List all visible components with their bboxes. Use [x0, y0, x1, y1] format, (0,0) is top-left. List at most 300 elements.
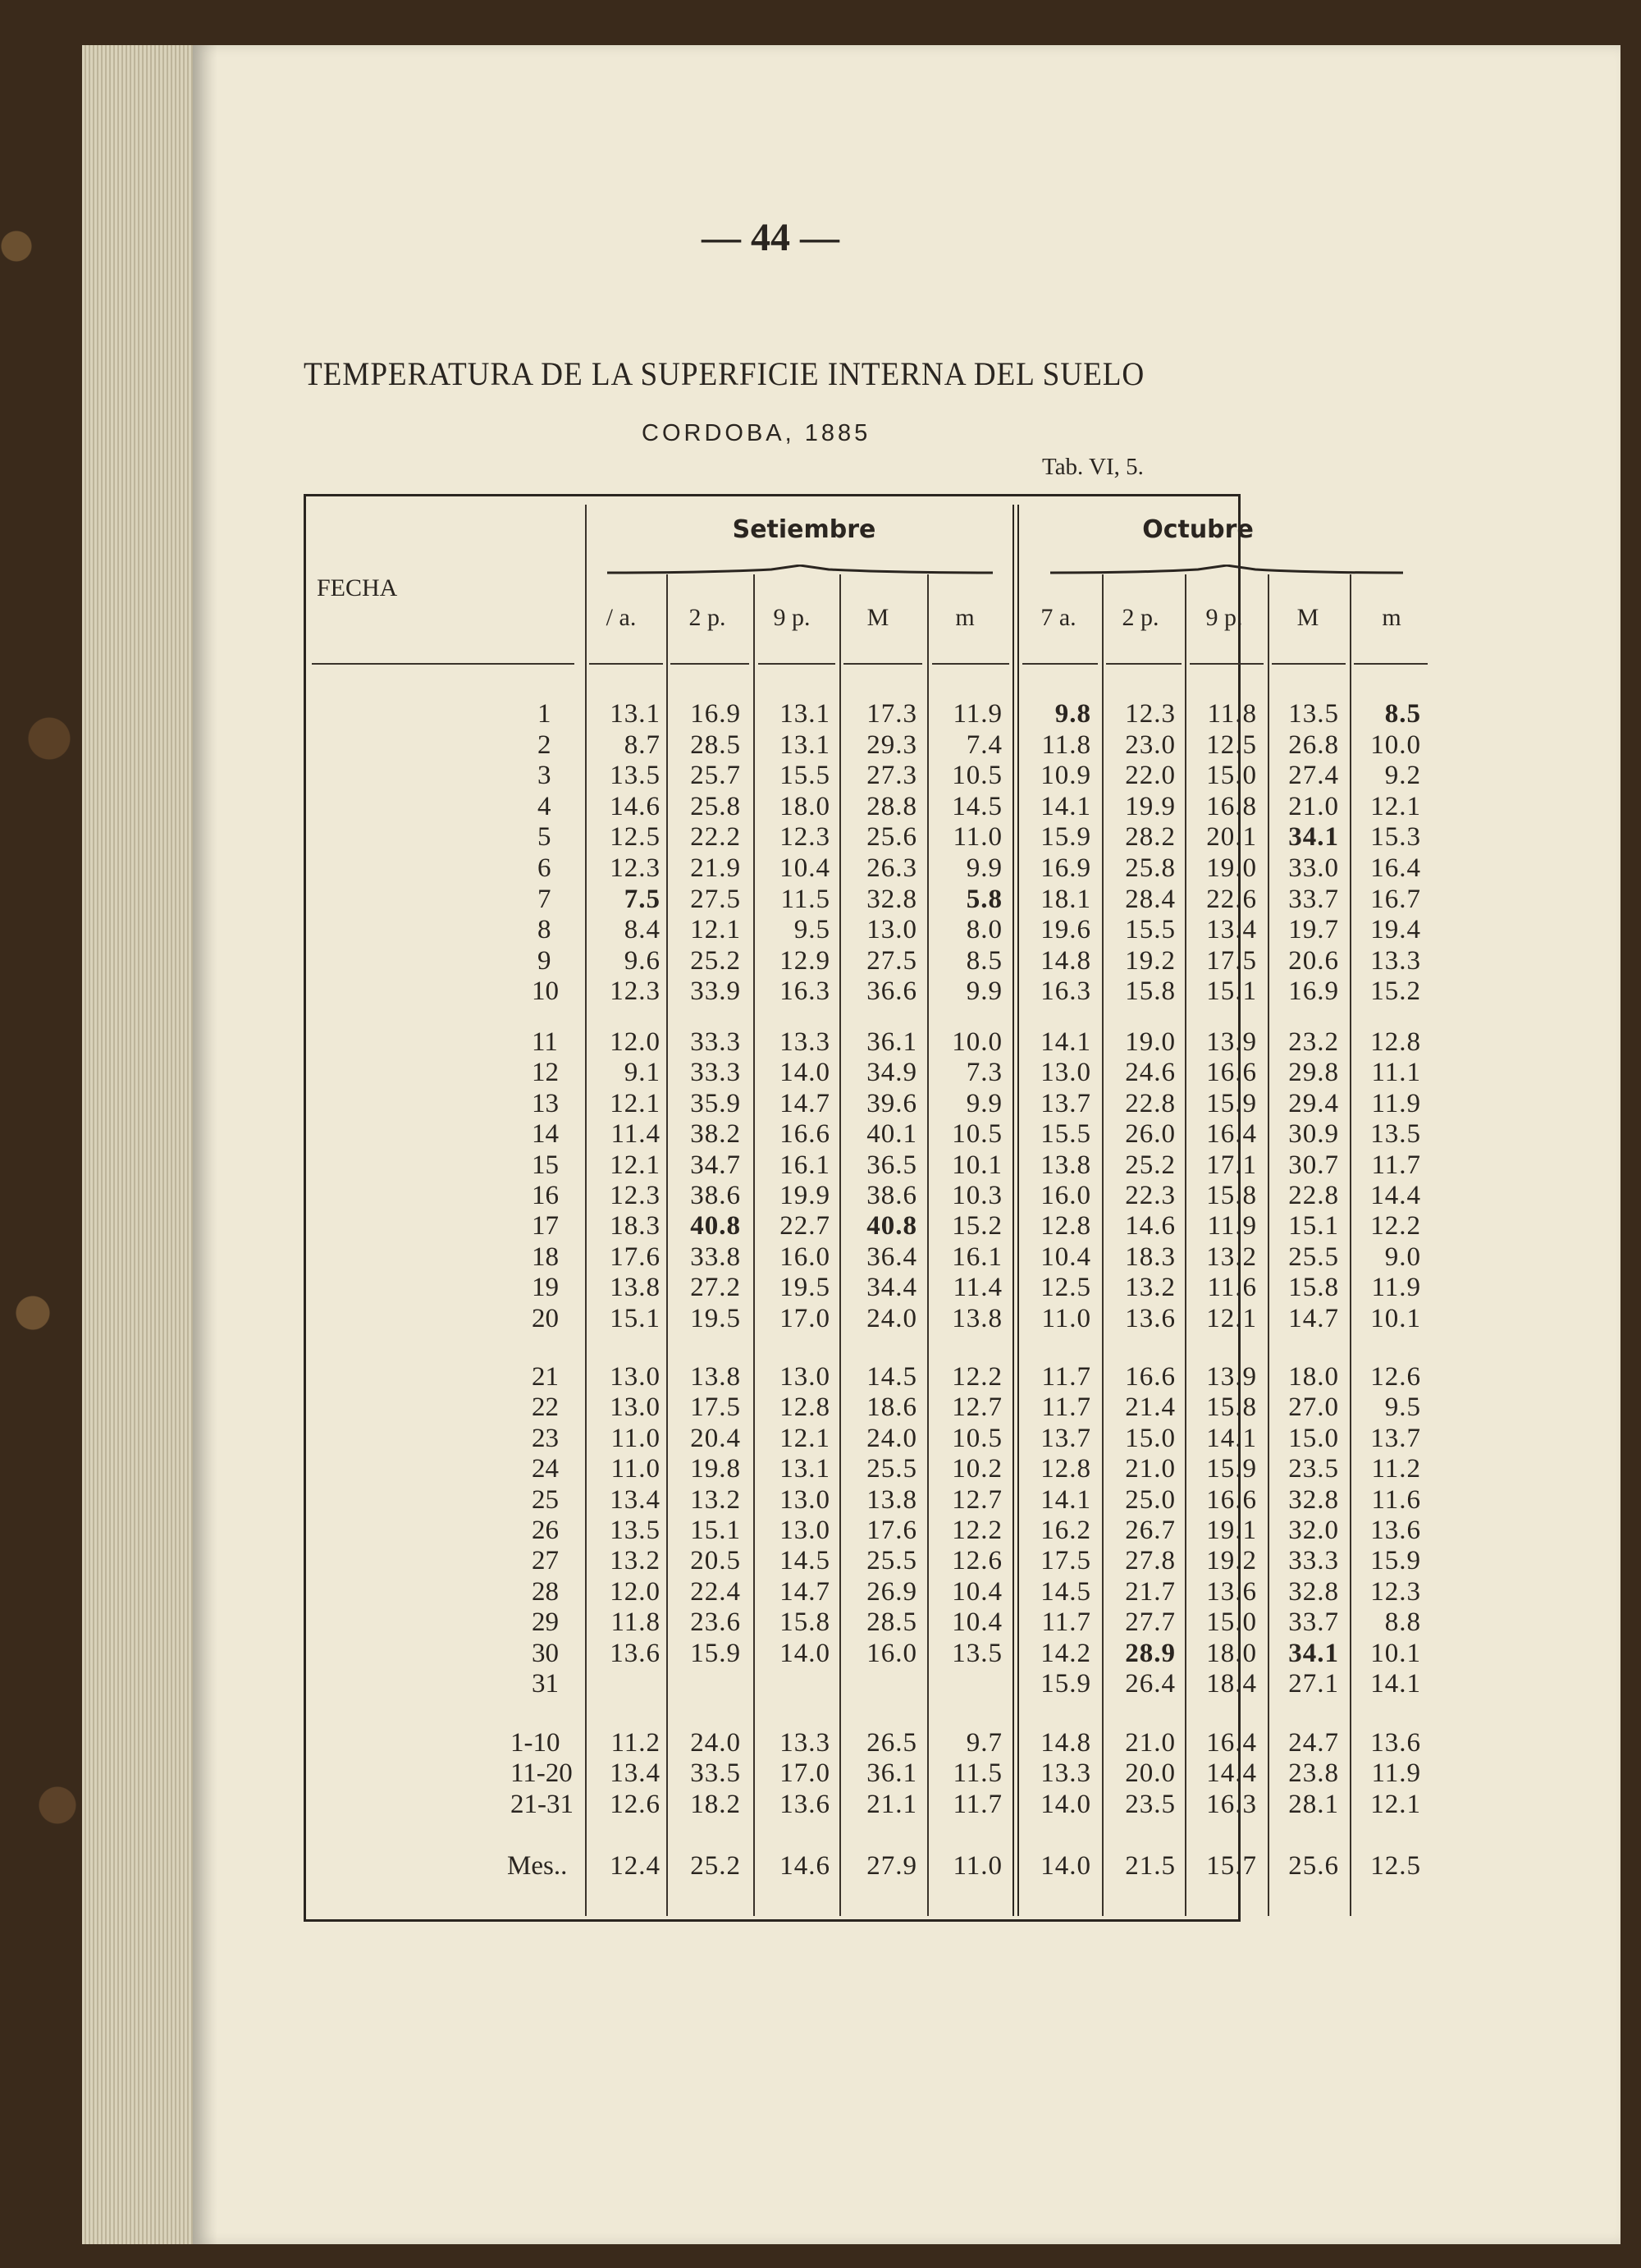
table-cell: 10.4 — [952, 1607, 1003, 1638]
table-cell: 25.7 — [690, 761, 741, 791]
fecha-cell: 22 — [532, 1392, 559, 1423]
table-cell: 12.8 — [779, 1392, 830, 1423]
table-cell: 26.5 — [866, 1728, 917, 1758]
table-cell: 13.9 — [1206, 1027, 1257, 1057]
table-cell: 18.0 — [1206, 1638, 1257, 1668]
brace-setiembre — [607, 565, 993, 576]
table-cell: 23.5 — [1288, 1454, 1339, 1484]
table-cell: 19.7 — [1288, 915, 1339, 945]
table-cell: 17.5 — [690, 1392, 741, 1423]
table-cell: 29.3 — [866, 729, 917, 760]
table-cell: 14.6 — [610, 791, 661, 821]
table-cell: 21.9 — [690, 853, 741, 883]
table-cell: 12.3 — [1125, 699, 1176, 729]
table-cell: 13.3 — [1040, 1758, 1091, 1789]
table-cell: 13.2 — [690, 1484, 741, 1515]
fecha-cell: 9 — [537, 945, 551, 976]
table-cell: 9.2 — [1384, 761, 1421, 791]
page-edges — [82, 45, 205, 2244]
table-cell: 13.1 — [610, 699, 661, 729]
fecha-cell: 21 — [532, 1362, 559, 1392]
table-cell: 14.4 — [1206, 1758, 1257, 1789]
table-cell: 24.0 — [866, 1423, 917, 1453]
table-cell: 32.8 — [1288, 1576, 1339, 1607]
table-cell: 19.1 — [1206, 1516, 1257, 1545]
table-cell: 15.0 — [1206, 1607, 1257, 1638]
table-cell: 19.0 — [1206, 853, 1257, 883]
table-cell: 27.0 — [1288, 1392, 1339, 1423]
table-cell: 12.1 — [779, 1423, 830, 1453]
table-cell: 12.9 — [779, 945, 830, 976]
table-cell: 12.3 — [610, 976, 661, 1007]
table-cell: 21.0 — [1125, 1454, 1176, 1484]
fecha-cell: 15 — [532, 1150, 559, 1180]
table-cell: 21.0 — [1125, 1728, 1176, 1758]
fecha-cell: 13 — [532, 1088, 559, 1118]
table-cell: 13.8 — [610, 1273, 661, 1303]
table-cell: 11.9 — [1207, 1211, 1257, 1241]
table-cell: 34.7 — [690, 1150, 741, 1180]
column-header: 9 p. — [773, 604, 811, 631]
table-cell: 35.9 — [690, 1088, 741, 1118]
table-cell: 14.0 — [1040, 1851, 1091, 1881]
header-rule — [312, 663, 574, 665]
header-rule — [1354, 663, 1428, 665]
table-cell: 26.4 — [1125, 1669, 1176, 1699]
table-cell: 14.7 — [1288, 1303, 1339, 1333]
table-cell: 10.0 — [1370, 729, 1421, 760]
column-header: m — [1382, 604, 1401, 631]
table-cell: 29.8 — [1288, 1058, 1339, 1088]
table-cell: 16.4 — [1206, 1728, 1257, 1758]
table-cell: 16.3 — [1040, 976, 1091, 1007]
table-cell: 14.5 — [1040, 1576, 1091, 1607]
table-cell: 12.2 — [952, 1516, 1003, 1545]
table-cell: 11.9 — [1371, 1758, 1421, 1789]
table-cell: 9.5 — [1384, 1392, 1421, 1423]
table-cell: 23.0 — [1125, 729, 1176, 760]
table-cell: 18.1 — [1040, 884, 1091, 914]
table-cell: 13.6 — [779, 1789, 830, 1819]
fecha-cell: 3 — [537, 761, 551, 791]
table-cell: 12.4 — [610, 1851, 661, 1881]
table-cell: 25.0 — [1125, 1484, 1176, 1515]
table-cell: 9.9 — [966, 1088, 1003, 1118]
table-cell: 9.9 — [966, 853, 1003, 883]
table-cell: 16.6 — [779, 1119, 830, 1150]
page-number: — 44 — — [702, 216, 839, 259]
table-cell: 33.3 — [690, 1027, 741, 1057]
fecha-cell: 29 — [532, 1607, 559, 1638]
table-cell: 9.7 — [966, 1728, 1003, 1758]
table-cell: 20.4 — [690, 1423, 741, 1453]
subtitle: CORDOBA, 1885 — [642, 420, 871, 446]
table-cell: 7.5 — [624, 884, 661, 914]
table-cell: 32.8 — [866, 884, 917, 914]
table-cell: 21.7 — [1125, 1576, 1176, 1607]
column-rule — [666, 574, 668, 1916]
table-cell: 14.0 — [1040, 1789, 1091, 1819]
table-cell: 13.1 — [779, 729, 830, 760]
table-cell: 14.1 — [1040, 791, 1091, 821]
table-cell: 22.2 — [690, 822, 741, 853]
table-cell: 11.7 — [1371, 1150, 1421, 1180]
table-cell: 12.0 — [610, 1576, 661, 1607]
table-cell: 13.6 — [610, 1638, 661, 1668]
table-cell: 14.7 — [779, 1576, 830, 1607]
table-cell: 11.9 — [1371, 1273, 1421, 1303]
table-cell: 13.5 — [610, 1516, 661, 1545]
table-cell: 38.6 — [690, 1181, 741, 1210]
table-cell: 30.7 — [1288, 1150, 1339, 1180]
table-cell: 9.1 — [624, 1058, 661, 1088]
column-rule — [1268, 574, 1269, 1916]
table-cell: 8.0 — [966, 915, 1003, 945]
table-cell: 25.8 — [1125, 853, 1176, 883]
table-cell: 11.5 — [780, 884, 830, 914]
table-cell: 13.3 — [1370, 945, 1421, 976]
table-cell: 13.0 — [610, 1362, 661, 1392]
table-cell: 15.0 — [1206, 761, 1257, 791]
table-cell: 20.1 — [1206, 822, 1257, 853]
table-cell: 16.6 — [1125, 1362, 1176, 1392]
table-cell: 13.2 — [1206, 1241, 1257, 1272]
table-cell: 12.6 — [952, 1546, 1003, 1576]
table-cell: 33.9 — [690, 976, 741, 1007]
table-cell: 34.1 — [1288, 822, 1339, 853]
table-cell: 13.3 — [779, 1728, 830, 1758]
table-cell: 13.8 — [952, 1303, 1003, 1333]
table-cell: 12.3 — [610, 853, 661, 883]
table-cell: 27.3 — [866, 761, 917, 791]
table-cell: 11.0 — [953, 1851, 1003, 1881]
table-cell: 10.3 — [952, 1181, 1003, 1210]
table-cell: 22.4 — [690, 1576, 741, 1607]
table-cell: 12.8 — [1040, 1454, 1091, 1484]
table-cell: 19.0 — [1125, 1027, 1176, 1057]
table-cell: 13.3 — [779, 1027, 830, 1057]
table-cell: 10.1 — [952, 1150, 1003, 1180]
table-cell: 14.6 — [1125, 1211, 1176, 1241]
table-cell: 14.5 — [779, 1546, 830, 1576]
table-cell: 18.0 — [779, 791, 830, 821]
table-cell: 9.9 — [966, 976, 1003, 1007]
table-cell: 36.6 — [866, 976, 917, 1007]
table-cell: 14.8 — [1040, 945, 1091, 976]
table-cell: 13.2 — [1125, 1273, 1176, 1303]
table-cell: 11.6 — [1371, 1484, 1421, 1515]
table-cell: 27.9 — [866, 1851, 917, 1881]
table-cell: 12.7 — [952, 1484, 1003, 1515]
table-cell: 14.1 — [1040, 1484, 1091, 1515]
fecha-cell: 6 — [537, 853, 551, 883]
table-cell: 38.6 — [866, 1181, 917, 1210]
table-cell: 14.2 — [1040, 1638, 1091, 1668]
table-cell: 7.4 — [966, 729, 1003, 760]
table-cell: 16.0 — [1040, 1181, 1091, 1210]
table-cell: 10.4 — [1040, 1241, 1091, 1272]
table-cell: 11.0 — [610, 1423, 661, 1453]
table-cell: 19.8 — [690, 1454, 741, 1484]
column-header: 9 p. — [1205, 604, 1243, 631]
table-cell: 11.4 — [610, 1119, 661, 1150]
table-cell: 17.0 — [779, 1758, 830, 1789]
table-cell: 8.5 — [966, 945, 1003, 976]
table-cell: 8.4 — [624, 915, 661, 945]
table-cell: 14.8 — [1040, 1728, 1091, 1758]
table-cell: 17.5 — [1206, 945, 1257, 976]
table-cell: 11.2 — [610, 1728, 661, 1758]
table-cell: 36.1 — [866, 1758, 917, 1789]
table-cell: 24.0 — [690, 1728, 741, 1758]
table-cell: 23.6 — [690, 1607, 741, 1638]
table-cell: 26.0 — [1125, 1119, 1176, 1150]
table-cell: 13.4 — [1206, 915, 1257, 945]
table-cell: 13.4 — [610, 1758, 661, 1789]
table-cell: 20.6 — [1288, 945, 1339, 976]
table-cell: 27.1 — [1288, 1669, 1339, 1699]
table-cell: 22.6 — [1206, 884, 1257, 914]
fecha-cell: 10 — [532, 976, 559, 1007]
table-cell: 13.8 — [866, 1484, 917, 1515]
table-cell: 33.3 — [1288, 1546, 1339, 1576]
table-cell: 10.4 — [952, 1576, 1003, 1607]
table-cell: 15.5 — [1125, 915, 1176, 945]
table-cell: 27.8 — [1125, 1546, 1176, 1576]
table-cell: 9.8 — [1054, 699, 1091, 729]
table-cell: 25.5 — [866, 1454, 917, 1484]
table-cell: 12.8 — [1370, 1027, 1421, 1057]
table-cell: 11.4 — [953, 1273, 1003, 1303]
table-cell: 15.5 — [779, 761, 830, 791]
header-rule — [589, 663, 663, 665]
table-cell: 8.8 — [1384, 1607, 1421, 1638]
table-cell: 13.0 — [866, 915, 917, 945]
table-cell: 15.9 — [1370, 1546, 1421, 1576]
fecha-cell: 21-31 — [510, 1789, 574, 1819]
table-cell: 8.7 — [624, 729, 661, 760]
table-cell: 13.5 — [1370, 1119, 1421, 1150]
table-cell: 33.3 — [690, 1058, 741, 1088]
table-cell: 18.2 — [690, 1789, 741, 1819]
column-rule — [1012, 505, 1014, 1916]
table-cell: 13.8 — [690, 1362, 741, 1392]
table-cell: 27.5 — [690, 884, 741, 914]
fecha-cell: 20 — [532, 1303, 559, 1333]
fecha-cell: 2 — [537, 729, 551, 760]
table-cell: 12.1 — [1370, 1789, 1421, 1819]
table-cell: 5.8 — [966, 884, 1003, 914]
table-cell: 14.6 — [779, 1851, 830, 1881]
table-reference: Tab. VI, 5. — [1042, 454, 1144, 480]
table-cell: 28.5 — [690, 729, 741, 760]
table-cell: 15.8 — [1206, 1392, 1257, 1423]
table-cell: 9.0 — [1384, 1241, 1421, 1272]
table-cell: 11.7 — [1041, 1392, 1091, 1423]
table-cell: 12.2 — [1370, 1211, 1421, 1241]
table-cell: 18.3 — [610, 1211, 661, 1241]
table-cell: 25.6 — [1288, 1851, 1339, 1881]
table-cell: 10.2 — [952, 1454, 1003, 1484]
column-header: 2 p. — [688, 604, 726, 631]
table-cell: 15.9 — [1206, 1454, 1257, 1484]
column-rule — [753, 574, 755, 1916]
table-cell: 10.1 — [1370, 1638, 1421, 1668]
table-cell: 15.8 — [1206, 1181, 1257, 1210]
table-cell: 16.3 — [1206, 1789, 1257, 1819]
table-cell: 33.0 — [1288, 853, 1339, 883]
table-cell: 11.8 — [1207, 699, 1257, 729]
table-cell: 28.5 — [866, 1607, 917, 1638]
table-cell: 25.2 — [690, 945, 741, 976]
table-cell: 17.0 — [779, 1303, 830, 1333]
fecha-cell: 5 — [537, 822, 551, 853]
table-cell: 19.2 — [1125, 945, 1176, 976]
table-cell: 16.6 — [1206, 1058, 1257, 1088]
fecha-cell: 11-20 — [510, 1758, 573, 1789]
table-cell: 26.7 — [1125, 1516, 1176, 1545]
table-cell: 12.6 — [610, 1789, 661, 1819]
table-cell: 12.1 — [610, 1150, 661, 1180]
table-cell: 10.9 — [1040, 761, 1091, 791]
table-cell: 12.5 — [1040, 1273, 1091, 1303]
table-cell: 19.9 — [1125, 791, 1176, 821]
table-cell: 15.2 — [952, 1211, 1003, 1241]
table-cell: 13.5 — [610, 761, 661, 791]
table-cell: 11.8 — [610, 1607, 661, 1638]
table-cell: 12.3 — [610, 1181, 661, 1210]
header-rule — [932, 663, 1009, 665]
column-header: M — [866, 604, 889, 631]
table-cell: 13.6 — [1370, 1728, 1421, 1758]
column-rule — [1350, 574, 1351, 1916]
table-cell: 19.5 — [690, 1303, 741, 1333]
table-cell: 33.7 — [1288, 1607, 1339, 1638]
table-cell: 18.0 — [1288, 1362, 1339, 1392]
table-cell: 28.8 — [866, 791, 917, 821]
table-cell: 28.9 — [1125, 1638, 1176, 1668]
table-cell: 12.2 — [952, 1362, 1003, 1392]
table-cell: 12.7 — [952, 1392, 1003, 1423]
table-cell: 29.4 — [1288, 1088, 1339, 1118]
table-cell: 13.0 — [779, 1516, 830, 1545]
table-cell: 16.9 — [690, 699, 741, 729]
table-cell: 11.2 — [1371, 1454, 1421, 1484]
fecha-cell: 7 — [537, 884, 551, 914]
table-cell: 24.0 — [866, 1303, 917, 1333]
table-cell: 10.5 — [952, 761, 1003, 791]
fecha-cell: 24 — [532, 1454, 559, 1484]
table-cell: 17.6 — [866, 1516, 917, 1545]
table-cell: 15.1 — [610, 1303, 661, 1333]
table-cell: 23.8 — [1288, 1758, 1339, 1789]
table-cell: 16.9 — [1040, 853, 1091, 883]
table-cell: 13.7 — [1370, 1423, 1421, 1453]
table-cell: 11.1 — [1371, 1058, 1421, 1088]
column-rule — [1017, 505, 1019, 1916]
column-rule — [839, 574, 841, 1916]
table-cell: 11.6 — [1207, 1273, 1257, 1303]
table-cell: 28.4 — [1125, 884, 1176, 914]
table-cell: 13.6 — [1125, 1303, 1176, 1333]
table-cell: 15.9 — [1040, 1669, 1091, 1699]
table-cell: 19.9 — [779, 1181, 830, 1210]
header-rule — [1022, 663, 1098, 665]
table-cell: 10.5 — [952, 1119, 1003, 1150]
column-rule — [1102, 574, 1104, 1916]
table-cell: 11.0 — [953, 822, 1003, 853]
table-cell: 16.2 — [1040, 1516, 1091, 1545]
table-cell: 12.1 — [1206, 1303, 1257, 1333]
table-cell: 11.7 — [953, 1789, 1003, 1819]
table-cell: 14.4 — [1370, 1181, 1421, 1210]
table-cell: 13.5 — [1288, 699, 1339, 729]
table-cell: 18.3 — [1125, 1241, 1176, 1272]
table-cell: 10.5 — [952, 1423, 1003, 1453]
table-cell: 16.1 — [952, 1241, 1003, 1272]
table-cell: 22.8 — [1288, 1181, 1339, 1210]
column-header: 7 a. — [1040, 604, 1076, 631]
fecha-cell: 18 — [532, 1241, 559, 1272]
table-cell: 21.1 — [866, 1789, 917, 1819]
data-table-frame — [304, 494, 1241, 1922]
table-cell: 7.3 — [966, 1058, 1003, 1088]
table-cell: 15.9 — [1206, 1088, 1257, 1118]
table-cell: 16.4 — [1206, 1119, 1257, 1150]
fecha-cell: 23 — [532, 1423, 559, 1453]
table-cell: 40.8 — [866, 1211, 917, 1241]
column-rule — [585, 505, 587, 1916]
fecha-cell: 12 — [532, 1058, 559, 1088]
table-cell: 12.1 — [610, 1088, 661, 1118]
table-cell: 34.1 — [1288, 1638, 1339, 1668]
table-cell: 10.1 — [1370, 1303, 1421, 1333]
table-cell: 12.5 — [1206, 729, 1257, 760]
header-rule — [1106, 663, 1182, 665]
table-cell: 16.0 — [779, 1241, 830, 1272]
table-cell: 22.3 — [1125, 1181, 1176, 1210]
spine-shadow — [193, 45, 217, 2244]
table-cell: 25.2 — [1125, 1150, 1176, 1180]
table-cell: 11.5 — [953, 1758, 1003, 1789]
table-cell: 17.1 — [1206, 1150, 1257, 1180]
header-rule — [1190, 663, 1264, 665]
table-cell: 15.9 — [1040, 822, 1091, 853]
fecha-cell: 30 — [532, 1638, 559, 1668]
table-cell: 15.0 — [1288, 1423, 1339, 1453]
table-cell: 28.1 — [1288, 1789, 1339, 1819]
fecha-cell: 25 — [532, 1484, 559, 1515]
table-cell: 27.2 — [690, 1273, 741, 1303]
table-cell: 34.4 — [866, 1273, 917, 1303]
table-cell: 16.6 — [1206, 1484, 1257, 1515]
table-cell: 27.5 — [866, 945, 917, 976]
month-header-setiembre: Setiembre — [732, 515, 876, 544]
table-cell: 11.8 — [1041, 729, 1091, 760]
column-header: / a. — [606, 604, 637, 631]
table-cell: 13.6 — [1370, 1516, 1421, 1545]
table-cell: 13.8 — [1040, 1150, 1091, 1180]
header-rule — [1272, 663, 1346, 665]
table-cell: 24.6 — [1125, 1058, 1176, 1088]
table-cell: 10.4 — [779, 853, 830, 883]
table-cell: 32.8 — [1288, 1484, 1339, 1515]
table-cell: 30.9 — [1288, 1119, 1339, 1150]
table-cell: 12.3 — [1370, 1576, 1421, 1607]
table-cell: 22.8 — [1125, 1088, 1176, 1118]
table-cell: 14.5 — [952, 791, 1003, 821]
table-cell: 11.7 — [1041, 1362, 1091, 1392]
